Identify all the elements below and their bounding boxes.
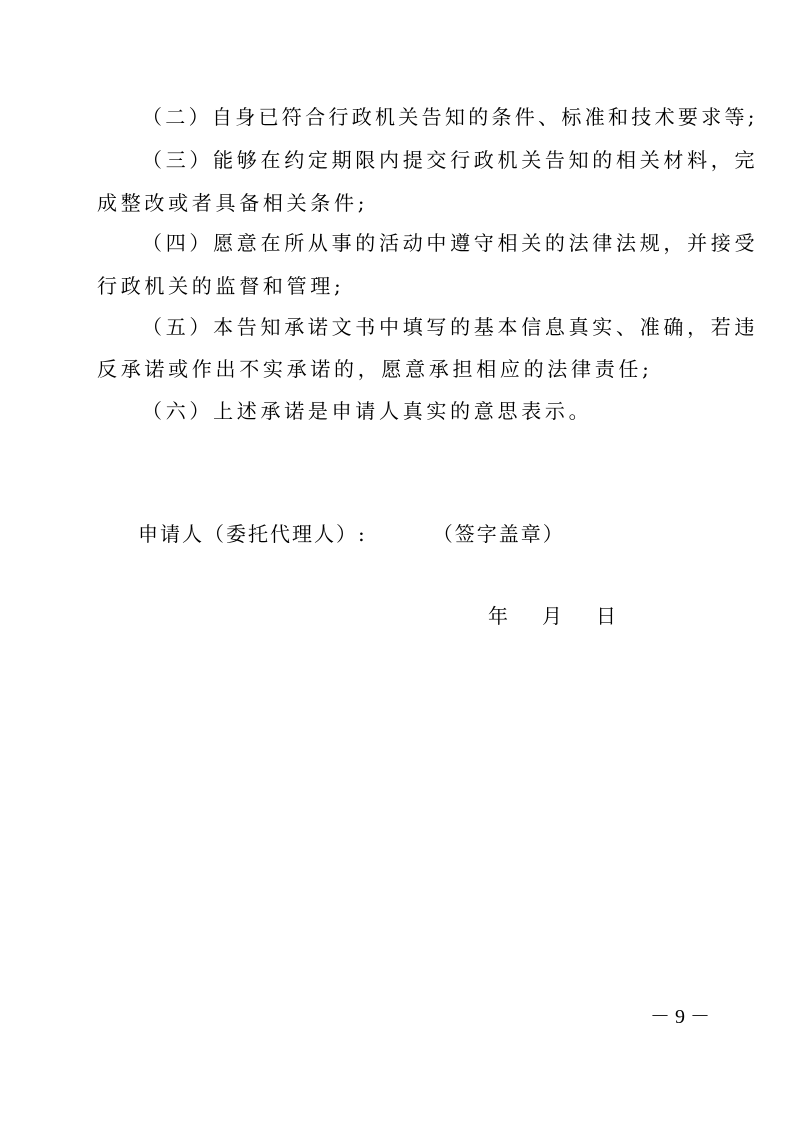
commitment-item-4-line-2: 行政机关的监督和管理; — [97, 274, 345, 298]
signature-seal-note: （签字盖章） — [432, 522, 565, 546]
date-month-label: 月 — [542, 604, 562, 628]
applicant-label: 申请人（委托代理人）: — [138, 522, 367, 546]
commitment-item-2: （二）自身已符合行政机关告知的条件、标准和技术要求等; — [142, 105, 758, 129]
commitment-item-3-line-1: （三）能够在约定期限内提交行政机关告知的相关材料，完 — [142, 148, 759, 172]
signature-row — [138, 520, 565, 548]
commitment-item-4-line-1: （四）愿意在所从事的活动中遵守相关的法律法规，并接受 — [142, 231, 759, 255]
commitment-item-3-line-2: 成整改或者具备相关条件; — [97, 191, 369, 215]
page-number: － 9 － — [650, 1006, 710, 1028]
commitment-item-6: （六）上述承诺是申请人真实的意思表示。 — [142, 399, 593, 423]
date-day-label: 日 — [596, 604, 616, 628]
date-year-label: 年 — [488, 604, 508, 628]
commitment-item-5-line-2: 反承诺或作出不实承诺的，愿意承担相应的法律责任; — [97, 357, 653, 381]
commitment-item-5-line-1: （五）本告知承诺文书中填写的基本信息真实、准确，若违 — [142, 315, 759, 339]
date-row — [488, 602, 616, 630]
